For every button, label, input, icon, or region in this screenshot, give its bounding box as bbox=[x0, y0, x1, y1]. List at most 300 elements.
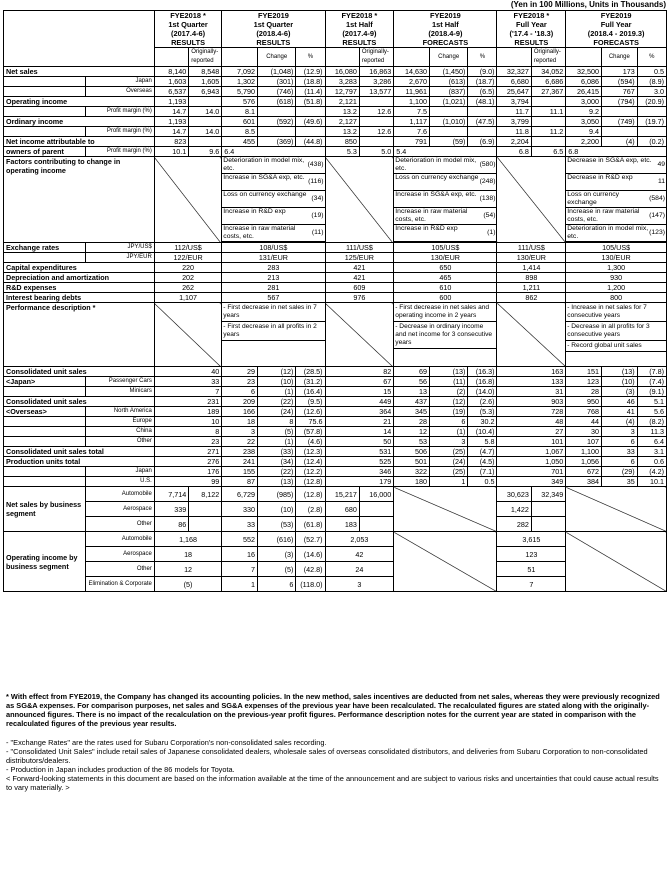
table-cell: 42 bbox=[325, 547, 394, 562]
table-cell: 27,367 bbox=[531, 87, 565, 97]
table-cell: 3.1 bbox=[637, 447, 666, 457]
table-cell: (29) bbox=[601, 467, 637, 477]
table-cell: 7,714 bbox=[154, 487, 188, 502]
table-cell: Passenger Cars bbox=[86, 377, 155, 387]
table-cell: (53) bbox=[258, 517, 296, 532]
table-cell: 46 bbox=[601, 397, 637, 407]
table-cell: 3,283 bbox=[325, 77, 359, 87]
table-cell bbox=[325, 303, 394, 367]
table-cell: 6 bbox=[601, 457, 637, 467]
table-cell: 75.6 bbox=[296, 417, 325, 427]
table-cell: Performance description * bbox=[4, 303, 155, 367]
table-cell: 283 bbox=[222, 263, 325, 273]
table-cell: 179 bbox=[325, 477, 394, 487]
table-cell bbox=[394, 487, 497, 532]
table-cell: 99 bbox=[154, 477, 221, 487]
table-cell: (3) bbox=[258, 547, 296, 562]
table-cell: 16,000 bbox=[359, 487, 393, 502]
table-cell: 202 bbox=[154, 273, 221, 283]
table-cell: (301) bbox=[258, 77, 296, 87]
table-cell: 1,107 bbox=[154, 293, 221, 303]
unit-note: (Yen in 100 Millions, Units in Thousands) bbox=[510, 0, 666, 9]
table-cell: 525 bbox=[325, 457, 394, 467]
column-header-h1_2018: FYE2018 * 1st Half (2017.4-9) RESULTS bbox=[325, 11, 394, 48]
footnotes bbox=[6, 692, 666, 792]
table-cell: 11.3 bbox=[637, 427, 666, 437]
financial-table bbox=[3, 10, 667, 592]
table-cell bbox=[4, 87, 86, 97]
table-cell: (19.7) bbox=[637, 117, 666, 127]
table-cell: (11.4) bbox=[296, 87, 325, 97]
table-cell: 241 bbox=[222, 457, 258, 467]
table-cell: 10.1 bbox=[637, 477, 666, 487]
table-cell: (48.1) bbox=[468, 97, 497, 107]
table-cell bbox=[497, 157, 566, 243]
seg-oi-row bbox=[4, 532, 667, 547]
table-cell: 108/US$ bbox=[222, 243, 325, 253]
table-cell: (4.2) bbox=[637, 467, 666, 477]
table-cell: Automobile bbox=[86, 487, 155, 502]
table-cell: (12.3) bbox=[296, 447, 325, 457]
table-cell: Automobile bbox=[86, 532, 155, 547]
table-cell bbox=[566, 48, 602, 67]
table-cell: 16,863 bbox=[359, 67, 393, 77]
note-unit-sales: - "Consolidated Unit Sales" include retail sales of Japanese consolidated dealers, wholesale sales of overseas consolidated distributors, and deliveries from Subaru Corporation to non-consolidated distributors/dealers. bbox=[6, 747, 648, 765]
table-cell: (10) bbox=[258, 377, 296, 387]
table-cell: 8 bbox=[154, 427, 221, 437]
table-cell: 133 bbox=[497, 377, 566, 387]
row-depr bbox=[4, 273, 667, 283]
table-cell: 7.6 bbox=[394, 127, 430, 137]
table-cell bbox=[468, 107, 497, 117]
table-cell: 6,680 bbox=[497, 77, 531, 87]
table-cell: 3,050 bbox=[566, 117, 602, 127]
table-cell: 6 bbox=[430, 417, 468, 427]
table-cell: (1) bbox=[430, 427, 468, 437]
table-cell: 32,349 bbox=[531, 487, 565, 502]
table-cell: Net income attributable to bbox=[4, 137, 155, 147]
table-cell: 567 bbox=[222, 293, 325, 303]
table-cell: 6,729 bbox=[222, 487, 258, 502]
table-cell bbox=[154, 157, 221, 243]
unit-row bbox=[4, 467, 667, 477]
table-cell: 11.2 bbox=[531, 127, 565, 137]
table-cell: 1,193 bbox=[154, 117, 188, 127]
table-cell: 1,300 bbox=[566, 263, 667, 273]
table-cell bbox=[325, 157, 394, 243]
table-cell: (10) bbox=[258, 502, 296, 517]
table-cell: 5.1 bbox=[637, 397, 666, 407]
table-cell bbox=[189, 502, 222, 517]
table-cell: 6.5 bbox=[531, 147, 565, 157]
table-cell: 0.5 bbox=[468, 477, 497, 487]
table-cell: (20.9) bbox=[637, 97, 666, 107]
table-cell: (2) bbox=[430, 387, 468, 397]
table-cell: 8,122 bbox=[189, 487, 222, 502]
table-cell: (12.8) bbox=[296, 477, 325, 487]
table-cell: (8.2) bbox=[637, 417, 666, 427]
table-cell: 15,217 bbox=[325, 487, 359, 502]
table-cell: 6,537 bbox=[154, 87, 188, 97]
table-cell: 30 bbox=[566, 427, 602, 437]
table-cell: 189 bbox=[154, 407, 221, 417]
table-cell: 601 bbox=[222, 117, 258, 127]
table-cell: (16.3) bbox=[468, 367, 497, 377]
table-cell: 1,168 bbox=[154, 532, 221, 547]
table-cell: 281 bbox=[222, 283, 325, 293]
table-cell: 105/US$ bbox=[394, 243, 497, 253]
table-cell bbox=[4, 427, 86, 437]
table-cell: 130/EUR bbox=[566, 253, 667, 263]
table-cell: Other bbox=[86, 562, 155, 577]
table-cell: 7 bbox=[154, 387, 221, 397]
table-cell: 11.7 bbox=[497, 107, 531, 117]
table-cell: 12.6 bbox=[359, 107, 393, 117]
table-cell: 3 bbox=[325, 577, 394, 592]
table-cell: 180 bbox=[394, 477, 430, 487]
table-cell: (6.9) bbox=[468, 137, 497, 147]
table-cell: 6.8 bbox=[566, 147, 667, 157]
table-cell: Other bbox=[86, 437, 155, 447]
table-cell: 14 bbox=[325, 427, 394, 437]
table-cell: owners of parent bbox=[4, 147, 86, 157]
table-cell: 213 bbox=[222, 273, 325, 283]
table-cell: 8,548 bbox=[189, 67, 222, 77]
table-cell: 421 bbox=[325, 273, 394, 283]
table-cell: 3,000 bbox=[566, 97, 602, 107]
table-cell: 5.4 bbox=[394, 147, 497, 157]
table-cell: 56 bbox=[394, 377, 430, 387]
table-cell: 449 bbox=[325, 397, 394, 407]
table-cell bbox=[189, 117, 222, 127]
table-cell: 33 bbox=[601, 447, 637, 457]
table-cell bbox=[189, 517, 222, 532]
table-cell: (25) bbox=[430, 467, 468, 477]
perf-fy: - Increase in net sales for 7 consecutive years - Decrease in all profits for 3 consecutive years - Record global unit sales bbox=[566, 303, 667, 367]
table-cell: 11.1 bbox=[531, 107, 565, 117]
table-cell: (5) bbox=[258, 427, 296, 437]
table-cell: Factors contributing to change in operating income bbox=[4, 157, 155, 243]
table-cell: 12 bbox=[394, 427, 430, 437]
table-cell bbox=[637, 127, 666, 137]
table-cell: 14.7 bbox=[154, 127, 188, 137]
table-cell: 25,647 bbox=[497, 87, 531, 97]
table-cell: 701 bbox=[497, 467, 566, 477]
unit-row bbox=[4, 447, 667, 457]
table-cell: 51 bbox=[497, 562, 566, 577]
table-cell: 5.0 bbox=[359, 147, 393, 157]
column-header-h1_2019: FYE2019 1st Half (2018.4-9) FORECASTS bbox=[394, 11, 497, 48]
table-cell: 11,961 bbox=[394, 87, 430, 97]
table-cell bbox=[394, 48, 430, 67]
table-cell: 1,200 bbox=[566, 283, 667, 293]
table-cell: 728 bbox=[497, 407, 566, 417]
table-cell: 130/EUR bbox=[497, 253, 566, 263]
table-cell: 105/US$ bbox=[566, 243, 667, 253]
table-cell: (12) bbox=[430, 397, 468, 407]
table-cell: (12.2) bbox=[296, 467, 325, 477]
table-cell: 5,790 bbox=[222, 87, 258, 97]
fx-row-usd bbox=[4, 243, 667, 253]
table-cell bbox=[359, 502, 393, 517]
table-cell: (5) bbox=[258, 562, 296, 577]
column-header-q1_2018: FYE2018 * 1st Quarter (2017.4-6) RESULTS bbox=[154, 11, 221, 48]
table-cell: Consolidated unit sales total bbox=[4, 447, 155, 457]
table-cell: (6.5) bbox=[468, 87, 497, 97]
table-cell: 2,670 bbox=[394, 77, 430, 87]
table-cell: (7.4) bbox=[637, 377, 666, 387]
row-rnd bbox=[4, 283, 667, 293]
table-cell: (31.2) bbox=[296, 377, 325, 387]
table-cell: 15 bbox=[325, 387, 394, 397]
table-cell: (4.6) bbox=[296, 437, 325, 447]
table-cell: (794) bbox=[601, 97, 637, 107]
table-cell: (14.0) bbox=[468, 387, 497, 397]
table-cell: (1) bbox=[258, 437, 296, 447]
table-cell: 1,100 bbox=[566, 447, 602, 457]
row-ni2 bbox=[4, 147, 667, 157]
table-cell: 2,204 bbox=[497, 137, 531, 147]
table-cell bbox=[4, 253, 86, 263]
table-cell bbox=[154, 48, 188, 67]
table-cell: Capital expenditures bbox=[4, 263, 155, 273]
change-header: Change bbox=[258, 48, 296, 67]
table-cell: 155 bbox=[222, 467, 258, 477]
row-ni bbox=[4, 137, 667, 147]
table-cell: 33 bbox=[154, 377, 221, 387]
table-cell bbox=[531, 502, 565, 517]
table-cell: 7 bbox=[222, 562, 258, 577]
table-cell bbox=[258, 127, 296, 137]
table-cell: (4.5) bbox=[468, 457, 497, 467]
table-cell: (4) bbox=[601, 417, 637, 427]
table-cell: (22) bbox=[258, 397, 296, 407]
table-cell: (7.1) bbox=[468, 467, 497, 477]
table-cell: 455 bbox=[222, 137, 258, 147]
factors-h1: Deterioration in model mix, etc. (580) Loss on currency exchange (248) Increase in SG&A exp, etc. (138) Increase in raw material costs, etc. (54) Increase in R&D exp (1) bbox=[394, 157, 497, 243]
table-cell: 1,603 bbox=[154, 77, 188, 87]
table-cell: 3,286 bbox=[359, 77, 393, 87]
table-cell: 16 bbox=[222, 547, 258, 562]
unit-row bbox=[4, 417, 667, 427]
table-cell: Europe bbox=[86, 417, 155, 427]
table-cell: 552 bbox=[222, 532, 258, 547]
table-cell: 345 bbox=[394, 407, 430, 417]
table-cell: 10 bbox=[154, 417, 221, 427]
unit-row bbox=[4, 407, 667, 417]
table-cell: (42.8) bbox=[296, 562, 325, 577]
note-production: - Production in Japan includes production of the 86 models for Toyota. bbox=[6, 765, 235, 774]
table-cell bbox=[566, 487, 667, 532]
table-cell: 12,797 bbox=[325, 87, 359, 97]
table-cell: 35 bbox=[601, 477, 637, 487]
table-cell bbox=[468, 127, 497, 137]
row-op_income bbox=[4, 97, 667, 107]
table-cell: 2,053 bbox=[325, 532, 394, 547]
table-cell: Ordinary income bbox=[4, 117, 155, 127]
table-cell: 5.8 bbox=[468, 437, 497, 447]
table-cell: Consolidated unit sales bbox=[4, 367, 155, 377]
table-cell: 34,052 bbox=[531, 67, 565, 77]
table-cell: 1,100 bbox=[394, 97, 430, 107]
table-cell: 8 bbox=[258, 417, 296, 427]
table-cell: 768 bbox=[566, 407, 602, 417]
table-cell: <Japan> bbox=[4, 377, 86, 387]
table-cell: 650 bbox=[394, 263, 497, 273]
table-cell: 32,500 bbox=[566, 67, 602, 77]
table-cell: Net sales bbox=[4, 67, 155, 77]
unit-row bbox=[4, 437, 667, 447]
table-cell bbox=[296, 127, 325, 137]
table-cell: 421 bbox=[325, 263, 394, 273]
table-cell: (24) bbox=[258, 407, 296, 417]
table-cell: 1,211 bbox=[497, 283, 566, 293]
table-cell bbox=[4, 437, 86, 447]
table-cell: 3 bbox=[601, 427, 637, 437]
table-cell bbox=[189, 97, 222, 107]
table-cell: (746) bbox=[258, 87, 296, 97]
table-cell: (28.5) bbox=[296, 367, 325, 377]
unit-row bbox=[4, 457, 667, 467]
table-cell bbox=[601, 107, 637, 117]
table-cell: 28 bbox=[566, 387, 602, 397]
table-cell: 0.6 bbox=[637, 457, 666, 467]
table-cell bbox=[258, 107, 296, 117]
table-cell: (44.8) bbox=[296, 137, 325, 147]
table-cell: 173 bbox=[601, 67, 637, 77]
table-cell: 32,327 bbox=[497, 67, 531, 77]
table-cell: 14.7 bbox=[154, 107, 188, 117]
table-cell: (8.9) bbox=[637, 77, 666, 87]
table-cell: 21 bbox=[325, 417, 394, 427]
table-cell: Interest bearing debts bbox=[4, 293, 155, 303]
table-cell: 107 bbox=[566, 437, 602, 447]
table-cell: 903 bbox=[497, 397, 566, 407]
table-cell: (985) bbox=[258, 487, 296, 502]
table-cell: 123 bbox=[497, 547, 566, 562]
table-cell: 262 bbox=[154, 283, 221, 293]
note-forward-looking: < Forward-looking statements in this document are based on the information available at the time of the announcement and are subject to various risks and uncertainties that could cause actual results to vary materially. > bbox=[6, 774, 659, 792]
table-cell bbox=[154, 303, 221, 367]
table-cell: 9.4 bbox=[566, 127, 602, 137]
table-cell: 1,605 bbox=[189, 77, 222, 87]
factors-q1: Deterioration in model mix, etc. (438) Increase in SG&A exp, etc. (116) Loss on currency exchange (34) Increase in R&D exp (19) Increase in raw material costs, etc. (11) bbox=[222, 157, 325, 243]
table-cell: 976 bbox=[325, 293, 394, 303]
change-header: Change bbox=[430, 48, 468, 67]
fx-row-eur bbox=[4, 253, 667, 263]
row-ord_margin bbox=[4, 127, 667, 137]
table-cell: 364 bbox=[325, 407, 394, 417]
table-cell: (5) bbox=[154, 577, 221, 592]
table-cell: (12.6) bbox=[296, 407, 325, 417]
table-cell: (594) bbox=[601, 77, 637, 87]
table-cell: 10.1 bbox=[154, 147, 188, 157]
table-cell: Aerospace bbox=[86, 547, 155, 562]
table-cell: 950 bbox=[566, 397, 602, 407]
table-cell: (12) bbox=[258, 367, 296, 377]
table-cell bbox=[359, 137, 393, 147]
table-cell: 1,050 bbox=[497, 457, 566, 467]
seg-sales-label: Net sales by business segment bbox=[4, 487, 86, 532]
table-cell bbox=[601, 127, 637, 137]
table-cell: 823 bbox=[154, 137, 188, 147]
table-cell: (618) bbox=[258, 97, 296, 107]
table-cell: (592) bbox=[258, 117, 296, 127]
table-cell: 13,577 bbox=[359, 87, 393, 97]
table-cell: 28 bbox=[394, 417, 430, 427]
table-cell: (613) bbox=[430, 77, 468, 87]
table-cell: 41 bbox=[601, 407, 637, 417]
table-cell: 125/EUR bbox=[325, 253, 394, 263]
table-cell: (1,010) bbox=[430, 117, 468, 127]
table-cell bbox=[4, 477, 86, 487]
table-cell bbox=[4, 127, 86, 137]
seg-oi-label: Operating income by business segment bbox=[4, 532, 86, 592]
unit-row bbox=[4, 387, 667, 397]
table-cell: (18.7) bbox=[468, 77, 497, 87]
table-cell: 18 bbox=[154, 547, 221, 562]
column-header-fy_2018: FYE2018 * Full Year ('17.4 - '18.3) RESULTS bbox=[497, 11, 566, 48]
table-cell: 16,080 bbox=[325, 67, 359, 77]
table-cell: 130/EUR bbox=[394, 253, 497, 263]
table-cell: (16.8) bbox=[468, 377, 497, 387]
table-cell bbox=[497, 48, 531, 67]
table-cell: 506 bbox=[394, 447, 430, 457]
table-cell: 384 bbox=[566, 477, 602, 487]
table-cell: <Overseas> bbox=[4, 407, 86, 417]
originally-reported-header: Originally-reported bbox=[359, 48, 393, 67]
table-cell: 7,092 bbox=[222, 67, 258, 77]
table-cell: 6,086 bbox=[566, 77, 602, 87]
table-cell: (57.8) bbox=[296, 427, 325, 437]
pct-header: % bbox=[296, 48, 325, 67]
table-cell: 3,799 bbox=[497, 117, 531, 127]
table-cell: 176 bbox=[154, 467, 221, 477]
table-cell: (837) bbox=[430, 87, 468, 97]
table-cell: 791 bbox=[394, 137, 430, 147]
table-cell: Other bbox=[86, 517, 155, 532]
table-cell: 271 bbox=[154, 447, 221, 457]
table-cell: 1,302 bbox=[222, 77, 258, 87]
table-cell: 349 bbox=[497, 477, 566, 487]
table-cell: 87 bbox=[222, 477, 258, 487]
table-cell: 346 bbox=[325, 467, 394, 477]
table-cell: R&D expenses bbox=[4, 283, 155, 293]
table-cell: (4.7) bbox=[468, 447, 497, 457]
table-cell: Consolidated unit sales bbox=[4, 397, 155, 407]
header-row bbox=[4, 11, 667, 48]
table-cell: (59) bbox=[430, 137, 468, 147]
unit-row bbox=[4, 477, 667, 487]
table-cell: (13) bbox=[258, 477, 296, 487]
header-corner bbox=[4, 11, 155, 67]
table-cell: 3.0 bbox=[637, 87, 666, 97]
table-cell: 7 bbox=[497, 577, 566, 592]
table-cell: JPY/US$ bbox=[86, 243, 155, 253]
table-cell: 44 bbox=[566, 417, 602, 427]
table-cell: (1,450) bbox=[430, 67, 468, 77]
table-cell: 6.8 bbox=[497, 147, 531, 157]
table-cell: 600 bbox=[394, 293, 497, 303]
table-cell: (616) bbox=[258, 532, 296, 547]
table-cell: Overseas bbox=[86, 87, 155, 97]
column-header-fy_2019: FYE2019 Full Year (2018.4 - 2019.3) FORECASTS bbox=[566, 11, 667, 48]
table-cell: 14.0 bbox=[189, 107, 222, 117]
table-cell: 437 bbox=[394, 397, 430, 407]
table-cell: 3,615 bbox=[497, 532, 566, 547]
table-cell: (61.8) bbox=[296, 517, 325, 532]
row-ord_income bbox=[4, 117, 667, 127]
